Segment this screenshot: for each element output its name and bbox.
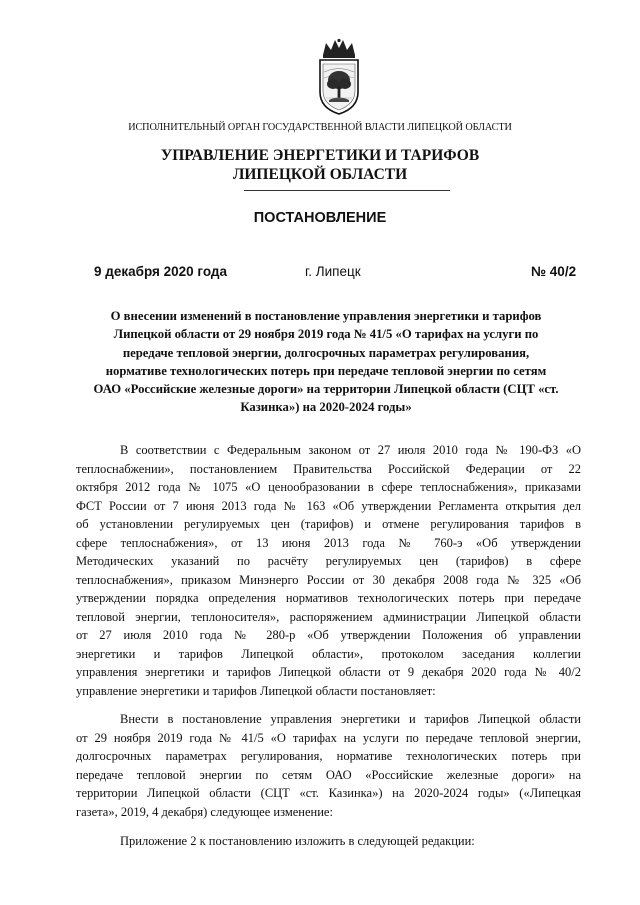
coat-of-arms-icon	[316, 38, 362, 116]
paragraph-line: энергетики и тарифов Липецкой области», протоколом заседания коллегии	[76, 646, 581, 661]
subject-line: нормативе технологических потерь при передаче тепловой энергии по сетям	[105, 363, 547, 378]
paragraph-line: октября 2012 года № 1075 «О ценообразовании в сфере теплоснабжения», приказами	[76, 480, 581, 494]
preamble-paragraph	[76, 441, 581, 700]
department-title-line-2: ЛИПЕЦКОЙ ОБЛАСТИ	[232, 166, 408, 183]
paragraph-line: В соответствии с Федеральным законом от 27 июля 2010 года № 190-ФЗ «О	[120, 443, 581, 457]
paragraph-line: от 29 ноября 2019 года № 41/5 «О тарифах на услуги по передаче тепловой энергии,	[76, 730, 581, 745]
paragraph-line: управления энергетики и тарифов Липецкой области от 9 декабря 2020 года № 40/2	[76, 665, 581, 679]
issuing-authority-line: ИСПОЛНИТЕЛЬНЫЙ ОРГАН ГОСУДАРСТВЕННОЙ ВЛАСТИ ЛИПЕЦКОЙ ОБЛАСТИ	[128, 122, 512, 133]
amendment-paragraph	[76, 832, 581, 851]
paragraph-line: газета», 2019, 4 декабря) следующее изменение:	[76, 804, 333, 819]
subject-line: Липецкой области от 29 ноября 2019 года № 41/5 «О тарифах на услуги по	[113, 327, 539, 342]
document-type-title: ПОСТАНОВЛЕНИЕ	[253, 210, 387, 226]
subject-line: Казинка») на 2020-2024 годы»	[240, 400, 412, 415]
document-city: г. Липецк	[305, 264, 361, 279]
department-title	[0, 146, 640, 184]
paragraph-line: долгосрочных параметрах регулирования, нормативе технологических потерь при	[76, 749, 581, 763]
document-number: № 40/2	[531, 264, 577, 279]
header-divider	[244, 190, 450, 191]
paragraph-line: передаче тепловой энергии по сетям ОАО «Российские железные дороги» на	[76, 767, 581, 782]
paragraph-line: сфере теплоснабжения», от 13 июня 2013 года № 760-э «Об утверждении	[76, 535, 581, 550]
paragraph-line: теплоснабжении», постановлением Правительства Российской Федерации от 22	[76, 461, 581, 476]
document-date: 9 декабря 2020 года	[94, 264, 228, 279]
paragraph-line: об установлении регулируемых цен (тарифов) и отмене регулирования тарифов в	[76, 517, 581, 531]
paragraph-line: теплоснабжения», приказом Минэнерго России от 30 декабря 2008 года № 325 «Об	[76, 572, 581, 587]
paragraph-line: Внести в постановление управления энергетики и тарифов Липецкой области	[120, 712, 581, 726]
paragraph-line: тепловой энергии, теплоносителя», распоряжением администрации Липецкой области	[76, 609, 581, 624]
department-title-line-1: УПРАВЛЕНИЕ ЭНЕРГЕТИКИ И ТАРИФОВ	[160, 147, 480, 164]
paragraph-line: Методических указаний по расчёту регулируемых цен (тарифов) в сфере	[76, 554, 581, 568]
paragraph-line: ФСТ России от 7 июня 2013 года № 163 «Об утверждении Регламента открытия дел	[76, 498, 581, 513]
subject-line: ОАО «Российские железные дороги» на территории Липецкой области (СЦТ «ст.	[93, 382, 559, 397]
paragraph-line: от 27 июля 2010 года № 280-р «Об утверждении Положения об управлении	[76, 628, 581, 642]
document-subject	[70, 307, 582, 417]
resolution-paragraph	[76, 710, 581, 821]
paragraph-line: Приложение 2 к постановлению изложить в следующей редакции:	[120, 834, 475, 848]
paragraph-line: территории Липецкой области (СЦТ «ст. Казинка») на 2020-2024 годы» («Липецкая	[76, 786, 581, 800]
paragraph-line: утверждении порядка определения нормативов технологических потерь при передаче	[76, 591, 581, 605]
subject-line: передаче тепловой энергии, долгосрочных параметрах регулирования,	[122, 345, 530, 360]
paragraph-line: управление энергетики и тарифов Липецкой области постановляет:	[76, 683, 436, 698]
subject-line: О внесении изменений в постановление управления энергетики и тарифов	[110, 309, 542, 323]
